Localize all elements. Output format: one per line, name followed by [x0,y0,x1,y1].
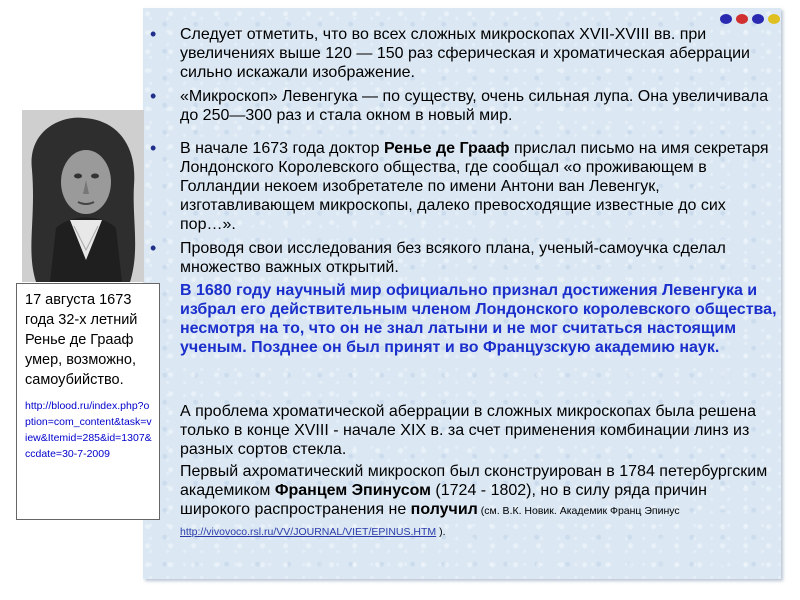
bullet-icon: • [150,138,157,158]
paragraph-text: А проблема хроматической аберрации в сложных микроскопах была решена только в конце XVIII - начале XIX в. за счет применения комбинации линз из разных сортов стекла. [180,403,756,458]
bullet-item-1 [150,24,780,82]
paragraph-text: В 1680 году научный мир официально признал достижения Левенгука и избрал его действительным членом Лондонского королевского общества, несмотря на то, что он не знал латыни и не мог считаться настоящим ученым. Позднее он был принят и во Французскую академию наук. [180,282,777,356]
portrait-image [22,110,144,282]
bullet-text: Проводя свои исследования без всякого плана, ученый-самоучка сделал множество важных открытий. [180,240,726,276]
bullet-text: «Микроскоп» Левенгука — по существу, очень сильная лупа. Она увеличивала до 250—300 раз и стала окном в новый мир. [180,88,769,124]
reference-note-end: ). [436,526,446,538]
bullet-text: Следует отметить, что во всех сложных микроскопах XVII-XVIII вв. при увеличениях выше 120 — 150 раз сферическая и хроматическая аберрации сильно искажали изображение. [180,26,750,81]
paragraph-epinus [180,462,780,542]
word-received: получил [410,501,478,518]
bullet-icon: • [150,86,157,106]
paragraph-aberration [180,402,780,459]
bullet-text-before: В начале 1673 года доктор [180,140,384,157]
portrait-illustration [22,110,144,282]
caption-text: 17 августа 1673 года 32-х летний Ренье де Грааф умер, возможно, самоубийство. [25,292,138,388]
name-de-graaf: Ренье де Грааф [383,140,510,157]
paragraph-text-before: Первый ахроматический микроскоп был сконструирован в 1784 петербургским академиком [180,463,768,499]
bullet-icon: • [150,238,157,258]
reference-link[interactable]: http://vivovoco.rsl.ru/VV/JOURNAL/VIET/EPINUS.HTM [180,526,437,538]
reference-note: (см. В.К. Новик. Академик Франц Эпинус [477,505,680,517]
bullet-text-after: прислал письмо на имя секретаря Лондонского Королевского общества, где сообщал «о проживающем в Голландии некоем изобретателе по имени Антони ван Левенгук, изготавливающем микроскопы, далеко превосходящие известные до сих пор…». [180,140,769,233]
bullet-icon: • [150,24,157,44]
bullet-item-2 [150,86,780,125]
paragraph-1680 [180,281,780,357]
bullet-item-3 [150,138,780,234]
name-epinus: Францем Эпинусом [274,482,431,499]
bullet-item-4 [150,238,780,277]
paragraph-text-after: (1724 - 1802), но в силу ряда причин широкого распространения не [180,482,707,518]
caption-link[interactable]: http://blood.ru/index.php?option=com_content&task=view&Itemid=285&id=1307&ccdate=30-7-2009 [25,400,152,460]
caption-box [16,283,160,520]
